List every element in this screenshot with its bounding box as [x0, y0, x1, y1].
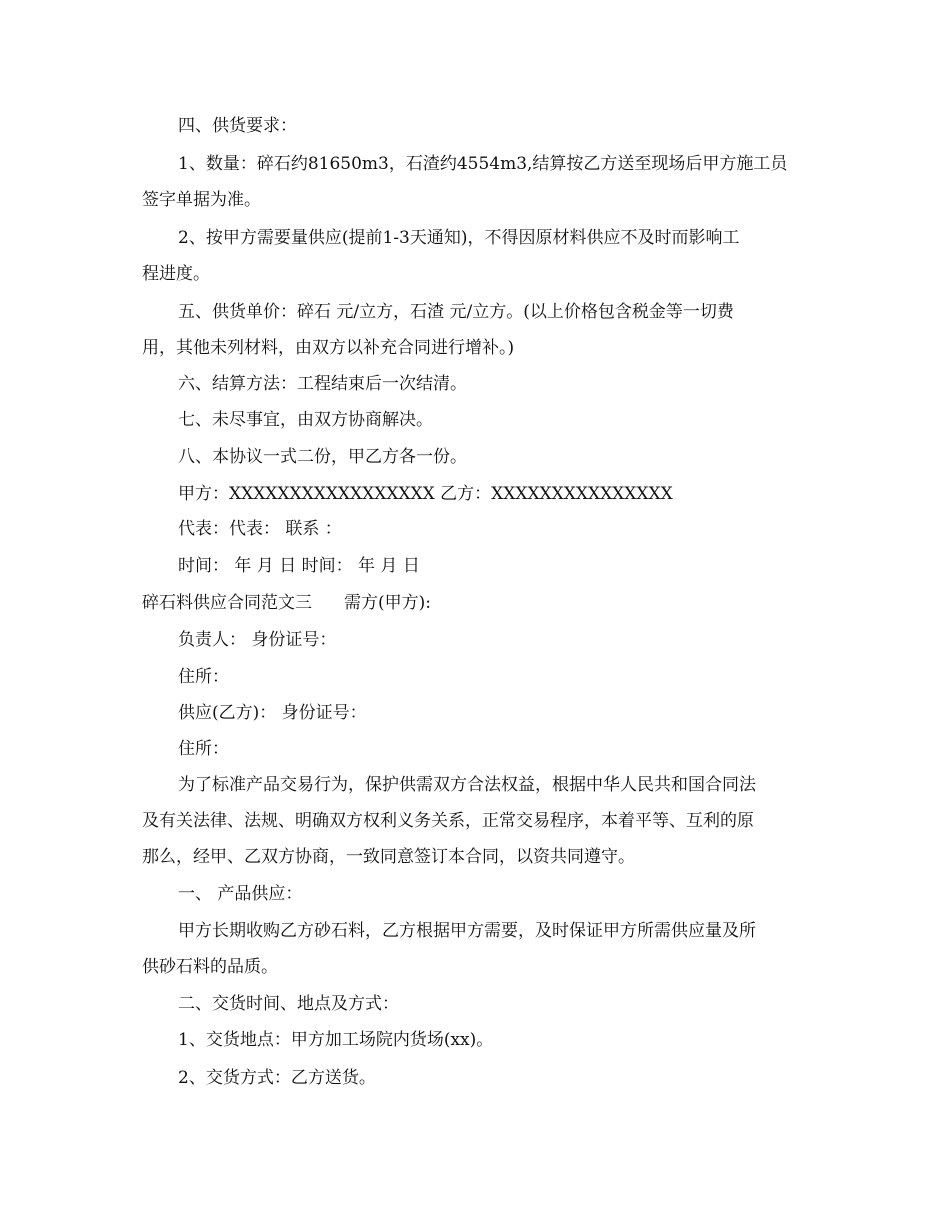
paragraph-line: 程进度。	[142, 264, 210, 284]
form-field-line: 负责人： 身份证号：	[178, 630, 337, 650]
buyer-label: 需方(甲方):	[344, 593, 431, 613]
paragraph-line: 用，其他未列材料，由双方以补充合同进行增补。)	[142, 338, 515, 358]
document-title	[142, 593, 431, 613]
paragraph-line: 为了标准产品交易行为，保护供需双方合法权益，根据中华人民共和国合同法	[178, 775, 756, 795]
section-heading-product-supply: 一、 产品供应：	[178, 884, 303, 904]
section-heading-settlement: 六、结算方法：工程结束后一次结清。	[178, 374, 467, 394]
section-heading-unit-price: 五、供货单价：碎石 元/立方，石渣 元/立方。(以上价格包含税金等一切费	[178, 302, 734, 322]
document-title-text: 碎石料供应合同范文三	[142, 593, 312, 613]
paragraph-line: 及有关法律、法规、明确双方权利义务关系，正常交易程序，本着平等、互利的原	[142, 811, 754, 831]
paragraph-line: 1、数量：碎石约81650m3，石渣约4554m3,结算按乙方送至现场后甲方施工员	[178, 154, 788, 174]
form-field-line: 住所：	[178, 739, 229, 759]
section-heading-delivery: 二、交货时间、地点及方式：	[178, 994, 399, 1014]
paragraph-line: 1、交货地点：甲方加工场院内货场(xx)。	[178, 1030, 494, 1050]
section-heading-unresolved-matters: 七、未尽事宜，由双方协商解决。	[178, 410, 433, 430]
party-line: 甲方：XXXXXXXXXXXXXXXXX 乙方：XXXXXXXXXXXXXXX	[178, 484, 673, 504]
paragraph-line: 签字单据为准。	[142, 190, 261, 210]
paragraph-line: 2、按甲方需要量供应(提前1-3天通知)，不得因原材料供应不及时而影响工	[178, 228, 740, 248]
section-heading-supply-requirements: 四、供货要求：	[178, 116, 297, 136]
paragraph-line: 那么，经甲、乙双方协商，一致同意签订本合同，以资共同遵守。	[142, 847, 635, 867]
paragraph-line: 甲方长期收购乙方砂石料，乙方根据甲方需要，及时保证甲方所需供应量及所	[178, 921, 756, 941]
paragraph-line: 2、交货方式：乙方送货。	[178, 1068, 376, 1088]
paragraph-line: 供砂石料的品质。	[142, 957, 278, 977]
representative-line: 代表：代表： 联系 ：	[178, 519, 342, 539]
form-field-line: 住所：	[178, 667, 229, 687]
section-heading-copies: 八、本协议一式二份，甲乙方各一份。	[178, 447, 467, 467]
form-field-line: 供应(乙方)： 身份证号：	[178, 703, 367, 723]
date-line: 时间： 年 月 日 时间： 年 月 日	[178, 556, 420, 576]
